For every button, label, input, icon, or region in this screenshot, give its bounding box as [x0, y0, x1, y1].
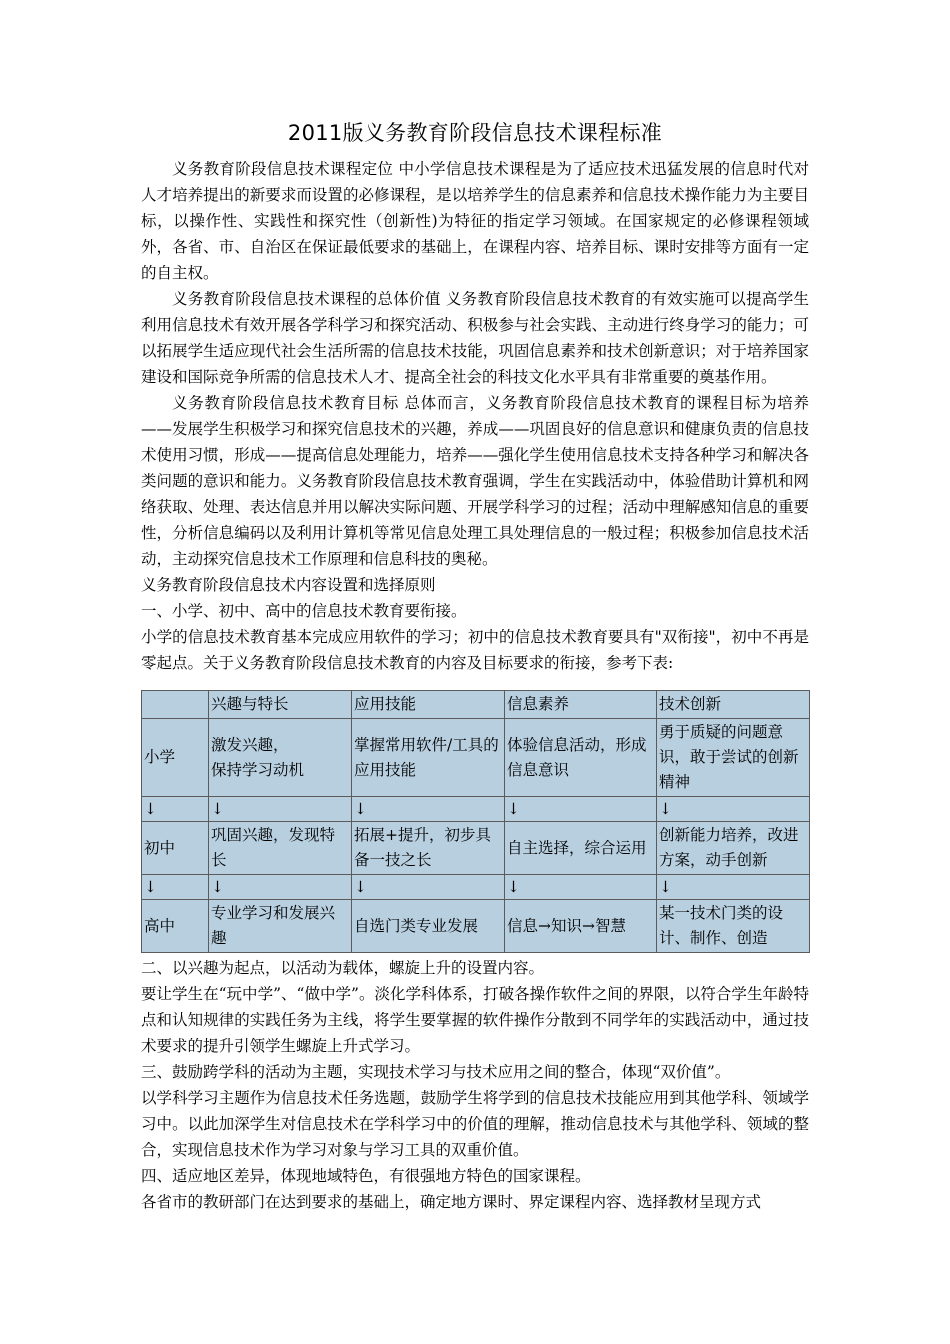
- heading-content-principles: 义务教育阶段信息技术内容设置和选择原则: [141, 576, 436, 594]
- down-arrow-icon: ↓: [505, 797, 657, 822]
- principle-1-body: 小学的信息技术教育基本完成应用软件的学习；初中的信息技术教育要具有"双衔接"，初中不再是零起点。关于义务教育阶段信息技术教育的内容及目标要求的衔接，参考下表:: [141, 628, 809, 672]
- cell-text: 拓展+提升，初步具备一技之长: [354, 826, 491, 869]
- intro-section: [141, 156, 809, 676]
- cell-text: 信息→知识→智慧: [507, 916, 626, 935]
- table-cell: [505, 900, 657, 953]
- principle-2-body: 要让学生在“玩中学”、“做中学”。淡化学科体系，打破各操作软件之间的界限，以符合学生年龄特点和认知规律的实践任务为主线，将学生要掌握的软件操作分散到不同学年的实践活动中，通过技术要求的提升引领学生螺旋上升式学习。: [141, 985, 809, 1055]
- down-arrow-icon: ↓: [505, 875, 657, 900]
- principles-section: [141, 955, 809, 1215]
- table-row-arrow: [142, 797, 810, 822]
- cell-text: 小学: [144, 748, 176, 766]
- table-header-cell: 兴趣与特长: [209, 691, 352, 719]
- down-arrow-icon: ↓: [209, 797, 352, 822]
- cell-text: 保持学习动机: [211, 760, 305, 779]
- principle-4-heading: 四、适应地区差异，体现地域特色，有很强地方特色的国家课程。: [141, 1167, 591, 1185]
- table-cell: [209, 900, 352, 953]
- table-cell: [657, 822, 810, 875]
- principle-4-body: 各省市的教研部门在达到要求的基础上，确定地方课时、界定课程内容、选择教材呈现方式: [141, 1193, 762, 1211]
- cell-text: 初中: [144, 838, 176, 857]
- table-header-cell: 技术创新: [657, 691, 810, 719]
- down-arrow-icon: ↓: [352, 875, 505, 900]
- table-cell: [352, 900, 505, 953]
- principle-3-body: 以学科学习主题作为信息技术任务选题，鼓励学生将学到的信息技术技能应用到其他学科、领域学习中。以此加深学生对信息技术在学科学习中的价值的理解，推动信息技术与其他学科、领域的整合，实现信息技术作为学习对象与学习工具的双重价值。: [141, 1089, 809, 1159]
- table-header-cell: 信息素养: [505, 691, 657, 719]
- cell-text: 高中: [144, 916, 176, 935]
- cell-text: 激发兴趣，: [211, 735, 289, 754]
- stage-connection-table: [141, 690, 810, 953]
- table-cell: [352, 822, 505, 875]
- table-cell: [657, 900, 810, 953]
- table-cell: [505, 719, 657, 797]
- principle-2-heading: 二、以兴趣为起点，以活动为载体，螺旋上升的设置内容。: [141, 959, 545, 977]
- table-cell: [142, 822, 209, 875]
- table-row-primary: [142, 719, 810, 797]
- table-cell: [505, 822, 657, 875]
- cell-text: 自选门类专业发展: [354, 916, 479, 935]
- down-arrow-icon: ↓: [142, 875, 209, 900]
- cell-text: 创新能力培养，改进方案，动手创新: [659, 826, 799, 869]
- table-cell: [657, 719, 810, 797]
- table-cell: [209, 822, 352, 875]
- document-title: 2011版义务教育阶段信息技术课程标准: [287, 121, 663, 145]
- table-row-arrow: [142, 875, 810, 900]
- cell-text: 掌握常用软件/工具的应用技能: [354, 735, 499, 779]
- principle-3-heading: 三、鼓励跨学科的活动为主题，实现技术学习与技术应用之间的整合，体现“双价值”。: [141, 1063, 731, 1081]
- table-cell: [352, 719, 505, 797]
- table-header-cell: 应用技能: [352, 691, 505, 719]
- table-header-cell: [142, 691, 209, 719]
- table-row-junior: [142, 822, 810, 875]
- cell-text: 专业学习和发展兴趣: [211, 904, 336, 947]
- table-cell: [142, 719, 209, 797]
- down-arrow-icon: ↓: [657, 875, 810, 900]
- cell-text: 自主选择，综合运用: [507, 838, 647, 857]
- cell-text: 巩固兴趣，发现特长: [211, 826, 336, 869]
- table-row-senior: [142, 900, 810, 953]
- cell-text: 体验信息活动，形成信息意识: [507, 735, 647, 779]
- table-cell: [209, 719, 352, 797]
- cell-text: 某一技术门类的设计、制作、创造: [659, 904, 784, 947]
- paragraph-education-goals: 义务教育阶段信息技术教育目标 总体而言，义务教育阶段信息技术教育的课程目标为培养——发展学生积极学习和探究信息技术的兴趣，养成——巩固良好的信息意识和健康负责的信息技术使用习惯，形成——提高信息处理能力，培养——强化学生使用信息技术支持各种学习和解决各类问题的意识和能力。义务教育阶段信息技术教育强调，学生在实践活动中，体验借助计算机和网络获取、处理、表达信息并用以解决实际问题、开展学科学习的过程；活动中理解感知信息的重要性，分析信息编码以及利用计算机等常见信息处理工具处理信息的一般过程；积极参加信息技术活动，主动探究信息技术工作原理和信息科技的奥秘。: [141, 394, 809, 568]
- down-arrow-icon: ↓: [209, 875, 352, 900]
- paragraph-positioning: 义务教育阶段信息技术课程定位 中小学信息技术课程是为了适应技术迅猛发展的信息时代对人才培养提出的新要求而设置的必修课程，是以培养学生的信息素养和信息技术操作能力为主要目标，以操作性、实践性和探究性（创新性)为特征的指定学习领域。在国家规定的必修课程领域外，各省、市、自治区在保证最低要求的基础上，在课程内容、培养目标、课时安排等方面有一定的自主权。: [141, 160, 809, 282]
- document-page: [141, 118, 809, 1215]
- cell-text: 勇于质疑的问题意识，敢于尝试的创新精神: [659, 723, 799, 791]
- table-cell: [142, 900, 209, 953]
- paragraph-overall-value: 义务教育阶段信息技术课程的总体价值 义务教育阶段信息技术教育的有效实施可以提高学生利用信息技术有效开展各学科学习和探究活动、积极参与社会实践、主动进行终身学习的能力；可以拓展学生适应现代社会生活所需的信息技术技能，巩固信息素养和技术创新意识；对于培养国家建设和国际竞争所需的信息技术人才、提高全社会的科技文化水平具有非常重要的奠基作用。: [141, 290, 809, 386]
- principle-1-heading: 一、小学、初中、高中的信息技术教育要衔接。: [141, 602, 467, 620]
- down-arrow-icon: ↓: [142, 797, 209, 822]
- table-header-row: [142, 691, 810, 719]
- down-arrow-icon: ↓: [657, 797, 810, 822]
- down-arrow-icon: ↓: [352, 797, 505, 822]
